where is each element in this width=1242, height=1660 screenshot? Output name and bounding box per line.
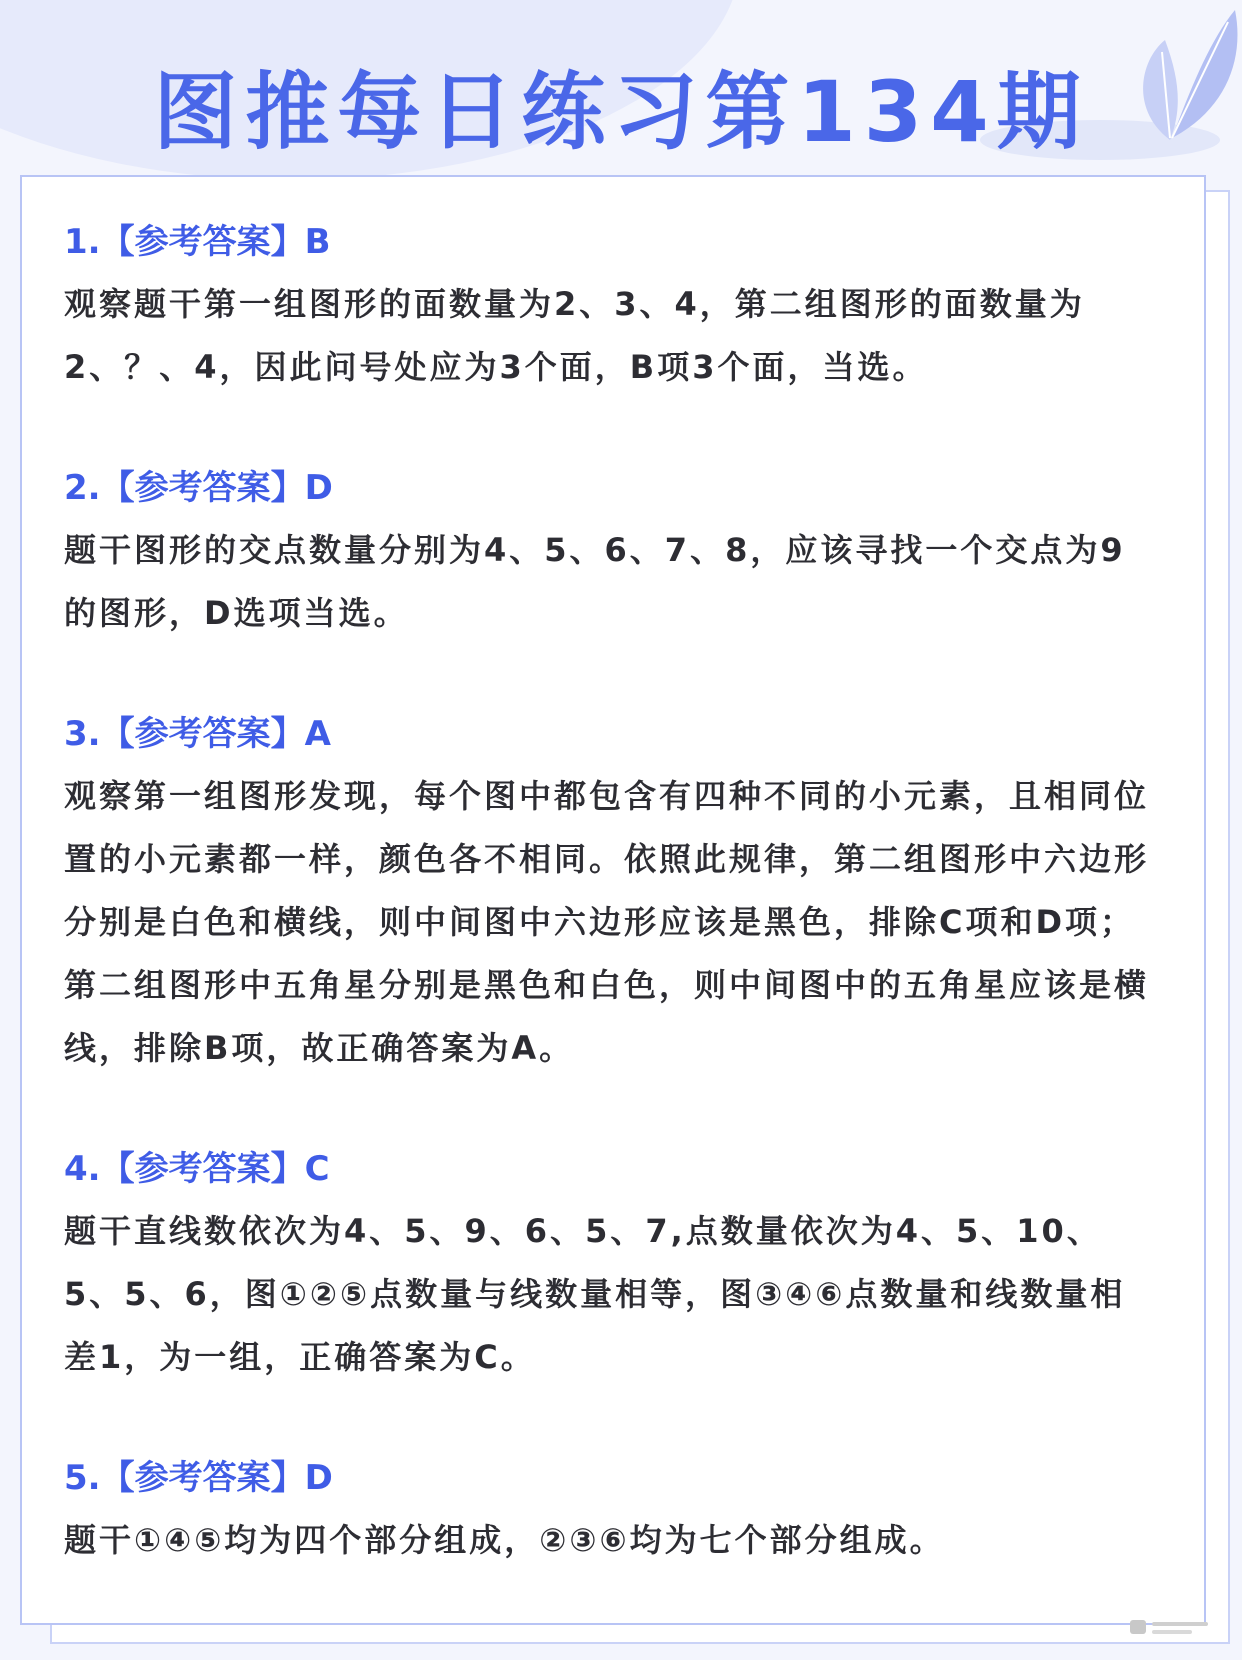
- answer-explanation: 题干直线数依次为4、5、9、6、5、7,点数量依次为4、5、10、5、5、6，图①②⑤点数量与线数量相等，图③④⑥点数量和线数量相差1，为一组，正确答案为C。: [64, 1212, 1126, 1376]
- answer-explanation: 观察第一组图形发现，每个图中都包含有四种不同的小元素，且相同位置的小元素都一样，颜色各不相同。依照此规律，第二组图形中六边形分别是白色和横线，则中间图中六边形应该是黑色，排除C项和D项；第二组图形中五角星分别是黑色和白色，则中间图中的五角星应该是横线，排除B项，故正确答案为A。: [64, 777, 1150, 1067]
- leaf-icon: [1110, 0, 1242, 150]
- answer-item-3: [64, 709, 1160, 1080]
- answer-explanation: 观察题干第一组图形的面数量为2、3、4，第二组图形的面数量为2、？、4，因此问号处应为3个面，B项3个面，当选。: [64, 285, 1085, 386]
- answer-item-1: [64, 217, 1160, 399]
- answer-card: [20, 175, 1206, 1625]
- answer-explanation: 题干①④⑤均为四个部分组成，②③⑥均为七个部分组成。: [64, 1521, 945, 1559]
- answer-heading: 3.【参考答案】A: [64, 714, 331, 754]
- answer-heading: 5.【参考答案】D: [64, 1458, 333, 1498]
- answer-heading: 4.【参考答案】C: [64, 1149, 330, 1189]
- answer-item-2: [64, 463, 1160, 645]
- watermark-icon: [1126, 1612, 1216, 1642]
- answer-item-4: [64, 1144, 1160, 1389]
- page-title: 图推每日练习第134期: [153, 63, 1089, 161]
- answer-heading: 2.【参考答案】D: [64, 468, 333, 508]
- answer-item-5: [64, 1453, 1160, 1572]
- answer-heading: 1.【参考答案】B: [64, 222, 331, 262]
- answer-explanation: 题干图形的交点数量分别为4、5、6、7、8，应该寻找一个交点为9的图形，D选项当选。: [64, 531, 1126, 632]
